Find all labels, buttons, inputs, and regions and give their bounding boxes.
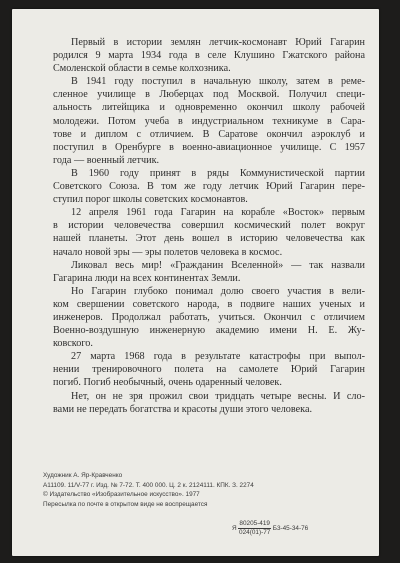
print-details: А11109. 11/V-77 г. Изд. № 7-72. Т. 400 000. Ц. 2 к. 2124111. КПК. З. 2274 (43, 481, 254, 489)
text-line: поступил в Оренбурге в военно-авиационное училище. С 1957 (53, 141, 365, 153)
text-line: начало новой эры — эры полетов человека в космос. (53, 246, 283, 258)
code-prefix: Я (232, 525, 237, 532)
paragraph-2 (53, 75, 365, 167)
paragraph-6 (53, 285, 365, 350)
text-line: В 1941 году поступил в начальную школу, затем в реме- (71, 76, 365, 88)
text-line: Гагарина люди на всех континентах Земли. (53, 272, 241, 284)
code-suffix: Б3-45-34-76 (272, 525, 309, 532)
text-line: родился 9 марта 1934 года в селе Клушино Гжатского района (53, 50, 365, 62)
mailing-note: Пересылка по почте в открытом виде не воспрещается (43, 500, 208, 508)
text-line: в истории человечества совершил космический полет вокруг (53, 220, 365, 232)
code-denominator: 024(01)-77 (239, 529, 271, 536)
text-line: Советского Союза. В том же году летчик Юрий Гагарин пере- (53, 181, 365, 193)
paragraph-3 (53, 167, 365, 206)
paragraph-7 (53, 350, 365, 389)
text-line: Смоленской области в семье колхозника. (53, 63, 231, 75)
paragraph-1 (53, 36, 365, 75)
text-line: тове и диплом с отличием. В Саратове окончил аэроклуб и (53, 128, 365, 140)
code-fraction (238, 520, 271, 537)
text-line: альность литейщика и одновременно окончил школу рабочей (53, 102, 365, 114)
text-line: года — военный летчик. (53, 154, 160, 166)
artist-credit: Художник А. Яр-Кравченко (43, 472, 123, 479)
text-line: Нет, он не зря прожил свои тридцать четыре весны. И сло- (71, 390, 365, 402)
text-line: В 1960 году принят в ряды Коммунистической партии (71, 167, 365, 179)
biography-text (53, 36, 365, 416)
postcard-back (12, 9, 379, 556)
text-line: 27 марта 1968 года в результате катастрофы при выпол- (71, 351, 365, 363)
text-line: Ликовал весь мир! «Гражданин Вселенной» — так назвали (71, 259, 365, 271)
publisher-imprint (43, 471, 363, 509)
text-line: погиб. Погиб необычный, очень одаренный человек. (53, 377, 282, 389)
text-line: нении тренировочного полета на самолете Юрий Гагарин (53, 364, 365, 376)
paragraph-4 (53, 206, 365, 258)
code-numerator: 80205-419 (239, 520, 270, 527)
text-line: Первый в истории землян летчик-космонавт Юрий Гагарин (71, 37, 365, 48)
text-line: ступил порог школы советских космонавтов. (53, 194, 248, 206)
text-line: Военно-воздушную инженерную академию имени Н. Е. Жу- (53, 325, 365, 337)
text-line: 12 апреля 1961 года Гагарин на корабле «Восток» первым (71, 207, 365, 219)
copyright-line: © Издательство «Изобразительное искусство». 1977 (43, 491, 200, 499)
text-line: сленное училище в Люберцах под Москвой. Получил специ- (53, 89, 365, 101)
publication-code (232, 520, 308, 537)
text-line: ком свершении советского народа, в подвиге наших ученых и (53, 298, 365, 310)
text-line: нашей планеты. Этот день вошел в историю человечества как (53, 233, 365, 245)
text-line: Но Гагарин глубоко понимал долю своего участия в вели- (71, 285, 365, 297)
paragraph-5 (53, 259, 365, 285)
text-line: молодежи. Потом учеба в индустриальном техникуме в Сара- (53, 115, 365, 127)
text-line: вами не передать богатства и красоты души этого человека. (53, 403, 313, 415)
text-line: инженеров. Продолжал работать, учиться. Окончил с отличием (53, 311, 365, 323)
text-line: ковского. (53, 338, 93, 350)
paragraph-8 (53, 390, 365, 416)
